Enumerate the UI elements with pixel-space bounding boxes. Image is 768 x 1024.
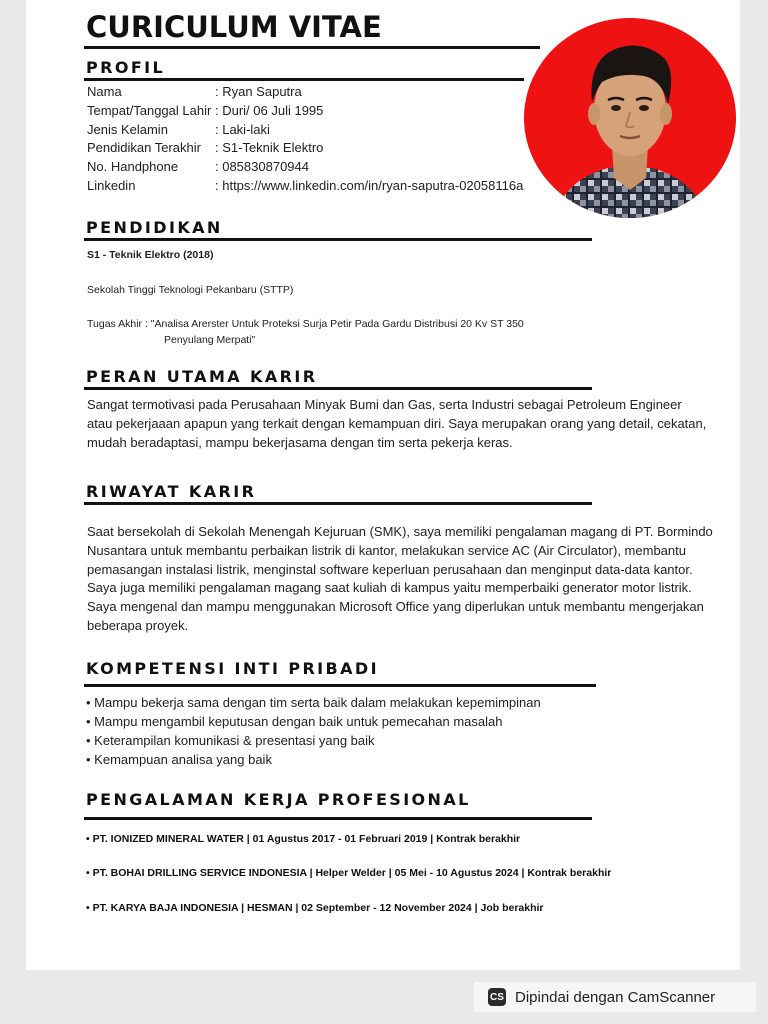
section-heading-pendidikan: PENDIDIKAN [86,218,223,237]
education-thesis-cont: Penyulang Merpati" [164,334,256,346]
riwayat-line: pemasangan instalasi listrik, menginstal software keperluan perusahaan dan menginput data-data kantor. [87,561,693,577]
riwayat-line: Saya mengenal dan mampu menggunakan Microsoft Office yang diperlukan untuk membantu mengerjakan [87,599,704,615]
list-item: • Kemampuan analisa yang baik [86,752,272,767]
profile-photo [524,18,736,218]
profile-label: No. Handphone [87,159,179,175]
job-entry: • PT. IONIZED MINERAL WATER | 01 Agustus 2017 - 01 Februari 2019 | Kontrak berakhir [86,833,521,845]
riwayat-line: Saat bersekolah di Sekolah Menengah Kejuruan (SMK), saya memiliki pengalaman magang di PT. Bormindo [87,524,713,539]
profile-photo-illustration [524,18,736,218]
camscanner-text: Dipindai dengan CamScanner [515,988,716,1006]
list-item: • Mampu bekerja sama dengan tim serta baik dalam melakukan kepemimpinan [86,695,541,710]
profile-value: : S1-Teknik Elektro [215,140,324,156]
education-thesis: Tugas Akhir : "Analisa Arerster Untuk Proteksi Surja Petir Pada Gardu Distribusi 20 Kv ST 350 [87,318,524,330]
pendidikan-rule [84,238,592,241]
peran-paragraph [87,396,706,452]
section-heading-profil: PROFIL [86,58,166,77]
profil-rule [84,78,524,81]
section-heading-riwayat: RIWAYAT KARIR [86,482,257,501]
camscanner-watermark [474,982,756,1012]
peran-line: atau pekerjaaan apapun yang terkait dengan kemampuan diri. Saya merupakan orang yang detail, cekatan, [87,415,707,431]
peran-rule [84,387,592,390]
list-item: • Mampu mengambil keputusan dengan baik untuk pemecahan masalah [86,714,503,729]
job-entry: • PT. KARYA BAJA INDONESIA | HESMAN | 02 September - 12 November 2024 | Job berakhir [86,902,544,914]
education-degree: S1 - Teknik Elektro (2018) [87,249,214,261]
pengalaman-rule [84,817,592,820]
profile-value: : Ryan Saputra [215,84,302,99]
profile-label: Linkedin [87,177,136,193]
page-title: CURICULUM VITAE [86,10,382,44]
kompetensi-rule [84,684,596,687]
profile-label: Tempat/Tanggal Lahir [87,102,212,118]
peran-line: mudah beradaptasi, mampu bekerjasama dengan tim serta pekerja keras. [87,434,513,450]
section-heading-peran: PERAN UTAMA KARIR [86,367,318,386]
kompetensi-list [86,695,541,771]
riwayat-line: Saya juga memiliki pengalaman magang saat kuliah di kampus yaitu memperbaiki generator motor listrik. [87,580,692,596]
section-heading-kompetensi: KOMPETENSI INTI PRIBADI [86,659,379,678]
profile-label: Jenis Kelamin [87,121,168,137]
profile-value: : Duri/ 06 Juli 1995 [215,102,324,118]
section-heading-pengalaman: PENGALAMAN KERJA PROFESIONAL [86,790,471,809]
riwayat-rule [84,502,592,505]
riwayat-paragraph [87,523,713,636]
profile-value: : 085830870944 [215,159,309,175]
title-rule [84,46,540,49]
job-entry: • PT. BOHAI DRILLING SERVICE INDONESIA | Helper Welder | 05 Mei - 10 Agustus 2024 | Kontrak berakhir [86,867,612,879]
profile-value: : Laki-laki [215,121,270,137]
profile-label: Pendidikan Terakhir [87,140,201,156]
education-school: Sekolah Tinggi Teknologi Pekanbaru (STTP) [87,284,294,296]
profile-label: Nama [87,84,122,99]
riwayat-line: Nusantara untuk membantu perbaikan listrik di kantor, melakukan service AC (Air Circulator), membantu [87,542,686,558]
camscanner-logo-icon: CS [488,988,506,1006]
profile-value: : https://www.linkedin.com/in/ryan-saputra-02058116a [215,177,524,193]
peran-line: Sangat termotivasi pada Perusahaan Minyak Bumi dan Gas, serta Industri sebagai Petroleum Engineer [87,397,682,412]
riwayat-line: beberapa proyek. [87,617,189,633]
list-item: • Keterampilan komunikasi & presentasi yang baik [86,733,375,748]
